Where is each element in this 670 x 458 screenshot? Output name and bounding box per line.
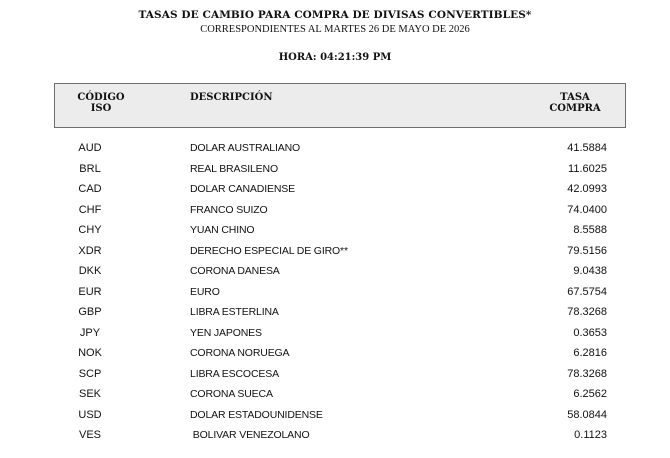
column-header-code — [55, 92, 147, 114]
column-header-code-line1: CÓDIGO — [77, 92, 125, 103]
purchase-rate: 0.1123 — [574, 429, 607, 441]
currency-description: DERECHO ESPECIAL DE GIRO** — [190, 244, 348, 257]
table-row — [0, 302, 670, 323]
currency-code: EUR — [78, 285, 102, 298]
currency-code: USD — [78, 408, 102, 421]
table-row — [0, 384, 670, 405]
currency-description: CORONA SUECA — [190, 388, 273, 400]
currency-code: CAD — [78, 183, 102, 195]
table-row — [0, 425, 670, 446]
purchase-rate: 67.5754 — [567, 285, 607, 298]
table-row — [0, 138, 670, 159]
currency-description: DOLAR AUSTRALIANO — [190, 142, 301, 154]
table-row — [0, 200, 670, 221]
table-row — [0, 405, 670, 426]
table-row — [0, 159, 670, 180]
currency-code: JPY — [79, 326, 101, 339]
table-row — [0, 343, 670, 364]
table-row — [0, 179, 670, 200]
table-header — [54, 83, 626, 128]
purchase-rate: 11.6025 — [568, 162, 607, 175]
currency-description: BOLIVAR VENEZOLANO — [190, 429, 310, 441]
currency-code: SEK — [78, 388, 101, 400]
report-time: HORA: 04:21:39 PM — [278, 52, 392, 63]
purchase-rate: 41.5884 — [567, 142, 607, 154]
purchase-rate: 0.3653 — [573, 326, 607, 339]
page-title: TASAS DE CAMBIO PARA COMPRA DE DIVISAS CONVERTIBLES* — [138, 9, 532, 21]
purchase-rate: 8.5588 — [573, 224, 607, 236]
page-subtitle: CORRESPONDIENTES AL MARTES 26 DE MAYO DE 2026 — [200, 24, 470, 35]
currency-description: CORONA DANESA — [190, 265, 280, 277]
table-row — [0, 323, 670, 344]
column-header-rate — [535, 92, 615, 114]
column-header-description: DESCRIPCIÓN — [190, 92, 273, 103]
purchase-rate: 74.0400 — [567, 203, 607, 216]
purchase-rate: 42.0993 — [567, 183, 607, 195]
currency-description: YUAN CHINO — [190, 224, 255, 236]
currency-code: NOK — [78, 347, 102, 359]
currency-code: XDR — [78, 244, 102, 257]
table-row — [0, 241, 670, 262]
currency-code: BRL — [79, 162, 101, 175]
purchase-rate: 78.3268 — [567, 367, 607, 380]
purchase-rate: 78.3268 — [567, 306, 607, 318]
purchase-rate: 9.0438 — [573, 265, 607, 277]
column-header-rate-line1: TASA — [560, 92, 590, 103]
purchase-rate: 79.5156 — [567, 244, 607, 257]
currency-description: CORONA NORUEGA — [190, 347, 290, 359]
currency-description: DOLAR CANADIENSE — [190, 183, 295, 195]
currency-description: YEN JAPONES — [190, 326, 262, 339]
currency-code: GBP — [78, 306, 102, 318]
currency-code: SCP — [78, 367, 102, 380]
currency-description: LIBRA ESCOCESA — [190, 367, 279, 380]
currency-description: FRANCO SUIZO — [190, 203, 268, 216]
currency-description: EURO — [190, 285, 220, 298]
table-row — [0, 364, 670, 385]
table-row — [0, 261, 670, 282]
currency-description: DOLAR ESTADOUNIDENSE — [190, 408, 323, 421]
currency-code: AUD — [78, 142, 102, 154]
column-header-code-line2: ISO — [90, 103, 112, 114]
currency-code: DKK — [78, 265, 102, 277]
currency-description: REAL BRASILENO — [190, 162, 278, 175]
purchase-rate: 6.2562 — [573, 388, 607, 400]
currency-code: CHY — [78, 224, 102, 236]
column-header-rate-line2: COMPRA — [549, 103, 601, 114]
currency-code: VES — [78, 429, 101, 441]
currency-code: CHF — [78, 203, 102, 216]
rates-table-body — [0, 138, 670, 446]
currency-description: LIBRA ESTERLINA — [190, 306, 279, 318]
purchase-rate: 6.2816 — [573, 347, 607, 359]
purchase-rate: 58.0844 — [567, 408, 607, 421]
table-row — [0, 282, 670, 303]
table-row — [0, 220, 670, 241]
